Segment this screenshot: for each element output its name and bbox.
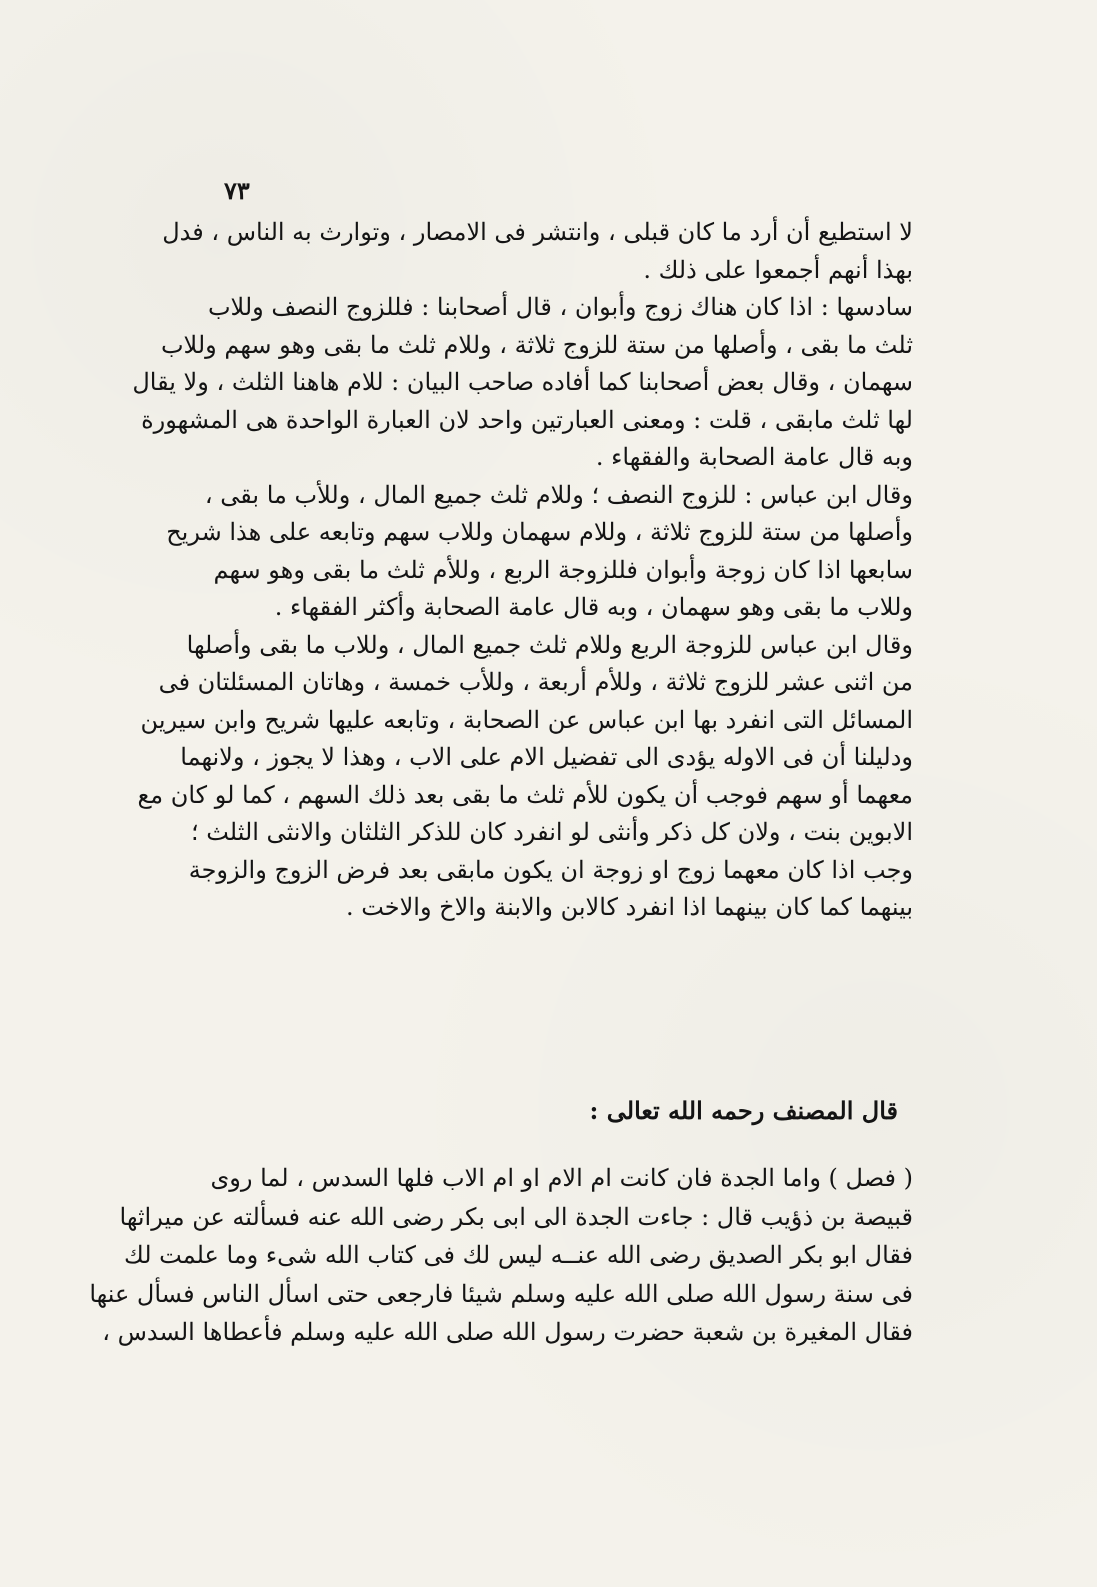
text-line: فقال المغيرة بن شعبة حضرت رسول الله صلى الله عليه وسلم فأعطاها السدس ، xyxy=(102,1318,913,1346)
section-heading: قال المصنف رحمه الله تعالى : xyxy=(589,1096,898,1125)
text-line: وجب اذا كان معهما زوج او زوجة ان يكون مابقى بعد فرض الزوج والزوجة xyxy=(188,855,913,884)
text-line: وقال ابن عباس للزوجة الربع وللام ثلث جميع المال ، وللاب ما بقى وأصلها xyxy=(186,630,913,659)
text-line: ( فصل ) واما الجدة فان كانت ام الام او ام الاب فلها السدس ، لما روى xyxy=(210,1164,913,1192)
text-line: المسائل التى انفرد بها ابن عباس عن الصحابة ، وتابعه عليها شريح وابن سيرين xyxy=(140,705,913,734)
text-line: وأصلها من ستة للزوج ثلاثة ، وللام سهمان وللاب سهم وتابعه على هذا شريح xyxy=(166,518,913,546)
text-line: قبيصة بن ذؤيب قال : جاءت الجدة الى ابى بكر رضى الله عنه فسألته عن ميراثها xyxy=(119,1202,913,1231)
text-line: معهما أو سهم فوجب أن يكون للأم ثلث ما بقى بعد ذلك السهم ، كما لو كان مع xyxy=(137,780,913,809)
text-line: سهمان ، وقال بعض أصحابنا كما أفاده صاحب البيان : للام هاهنا الثلث ، ولا يقال xyxy=(132,368,913,396)
text-line: سابعها اذا كان زوجة وأبوان فللزوجة الربع ، وللأم ثلث ما بقى وهو سهم xyxy=(213,555,913,584)
text-line: بهذا أنهم أجمعوا على ذلك . xyxy=(643,255,913,284)
text-line: وبه قال عامة الصحابة والفقهاء . xyxy=(595,443,913,471)
text-line: الابوين بنت ، ولان كل ذكر وأنثى لو انفرد كان للذكر الثلثان والانثى الثلث ؛ xyxy=(190,818,913,846)
text-line: فى سنة رسول الله صلى الله عليه وسلم شيئا فارجعى حتى اسأل الناس فسأل عنها xyxy=(89,1279,913,1308)
text-line: ثلث ما بقى ، وأصلها من ستة للزوج ثلاثة ، وللام ثلث ما بقى وهو سهم وللاب xyxy=(160,330,913,359)
text-line: من اثنى عشر للزوج ثلاثة ، وللأم أربعة ، وللأب خمسة ، وهاتان المسئلتان فى xyxy=(158,668,913,696)
text-line: فقال ابو بكر الصديق رضى الله عنــه ليس لك فى كتاب الله شىء وما علمت لك xyxy=(124,1241,913,1269)
page-number: ٧٣ xyxy=(224,176,250,205)
text-line: ودليلنا أن فى الاوله يؤدى الى تفضيل الام على الاب ، وهذا لا يجوز ، ولانهما xyxy=(180,743,913,771)
text-line: سادسها : اذا كان هناك زوج وأبوان ، قال أصحابنا : فللزوج النصف وللاب xyxy=(207,293,913,321)
text-line: بينهما كما كان بينهما اذا انفرد كالابن والابنة والاخ والاخت . xyxy=(345,893,913,921)
main-text-section-1 xyxy=(132,214,913,927)
main-text-section-2 xyxy=(89,1159,913,1352)
text-line: وقال ابن عباس : للزوج النصف ؛ وللام ثلث جميع المال ، وللأب ما بقى ، xyxy=(204,480,913,509)
text-line: وللاب ما بقى وهو سهمان ، وبه قال عامة الصحابة وأكثر الفقهاء . xyxy=(274,593,913,621)
text-line: لا استطيع أن أرد ما كان قبلى ، وانتشر فى الامصار ، وتوارث به الناس ، فدل xyxy=(162,218,913,246)
text-line: لها ثلث مابقى ، قلت : ومعنى العبارتين واحد لان العبارة الواحدة هى المشهورة xyxy=(141,405,913,434)
